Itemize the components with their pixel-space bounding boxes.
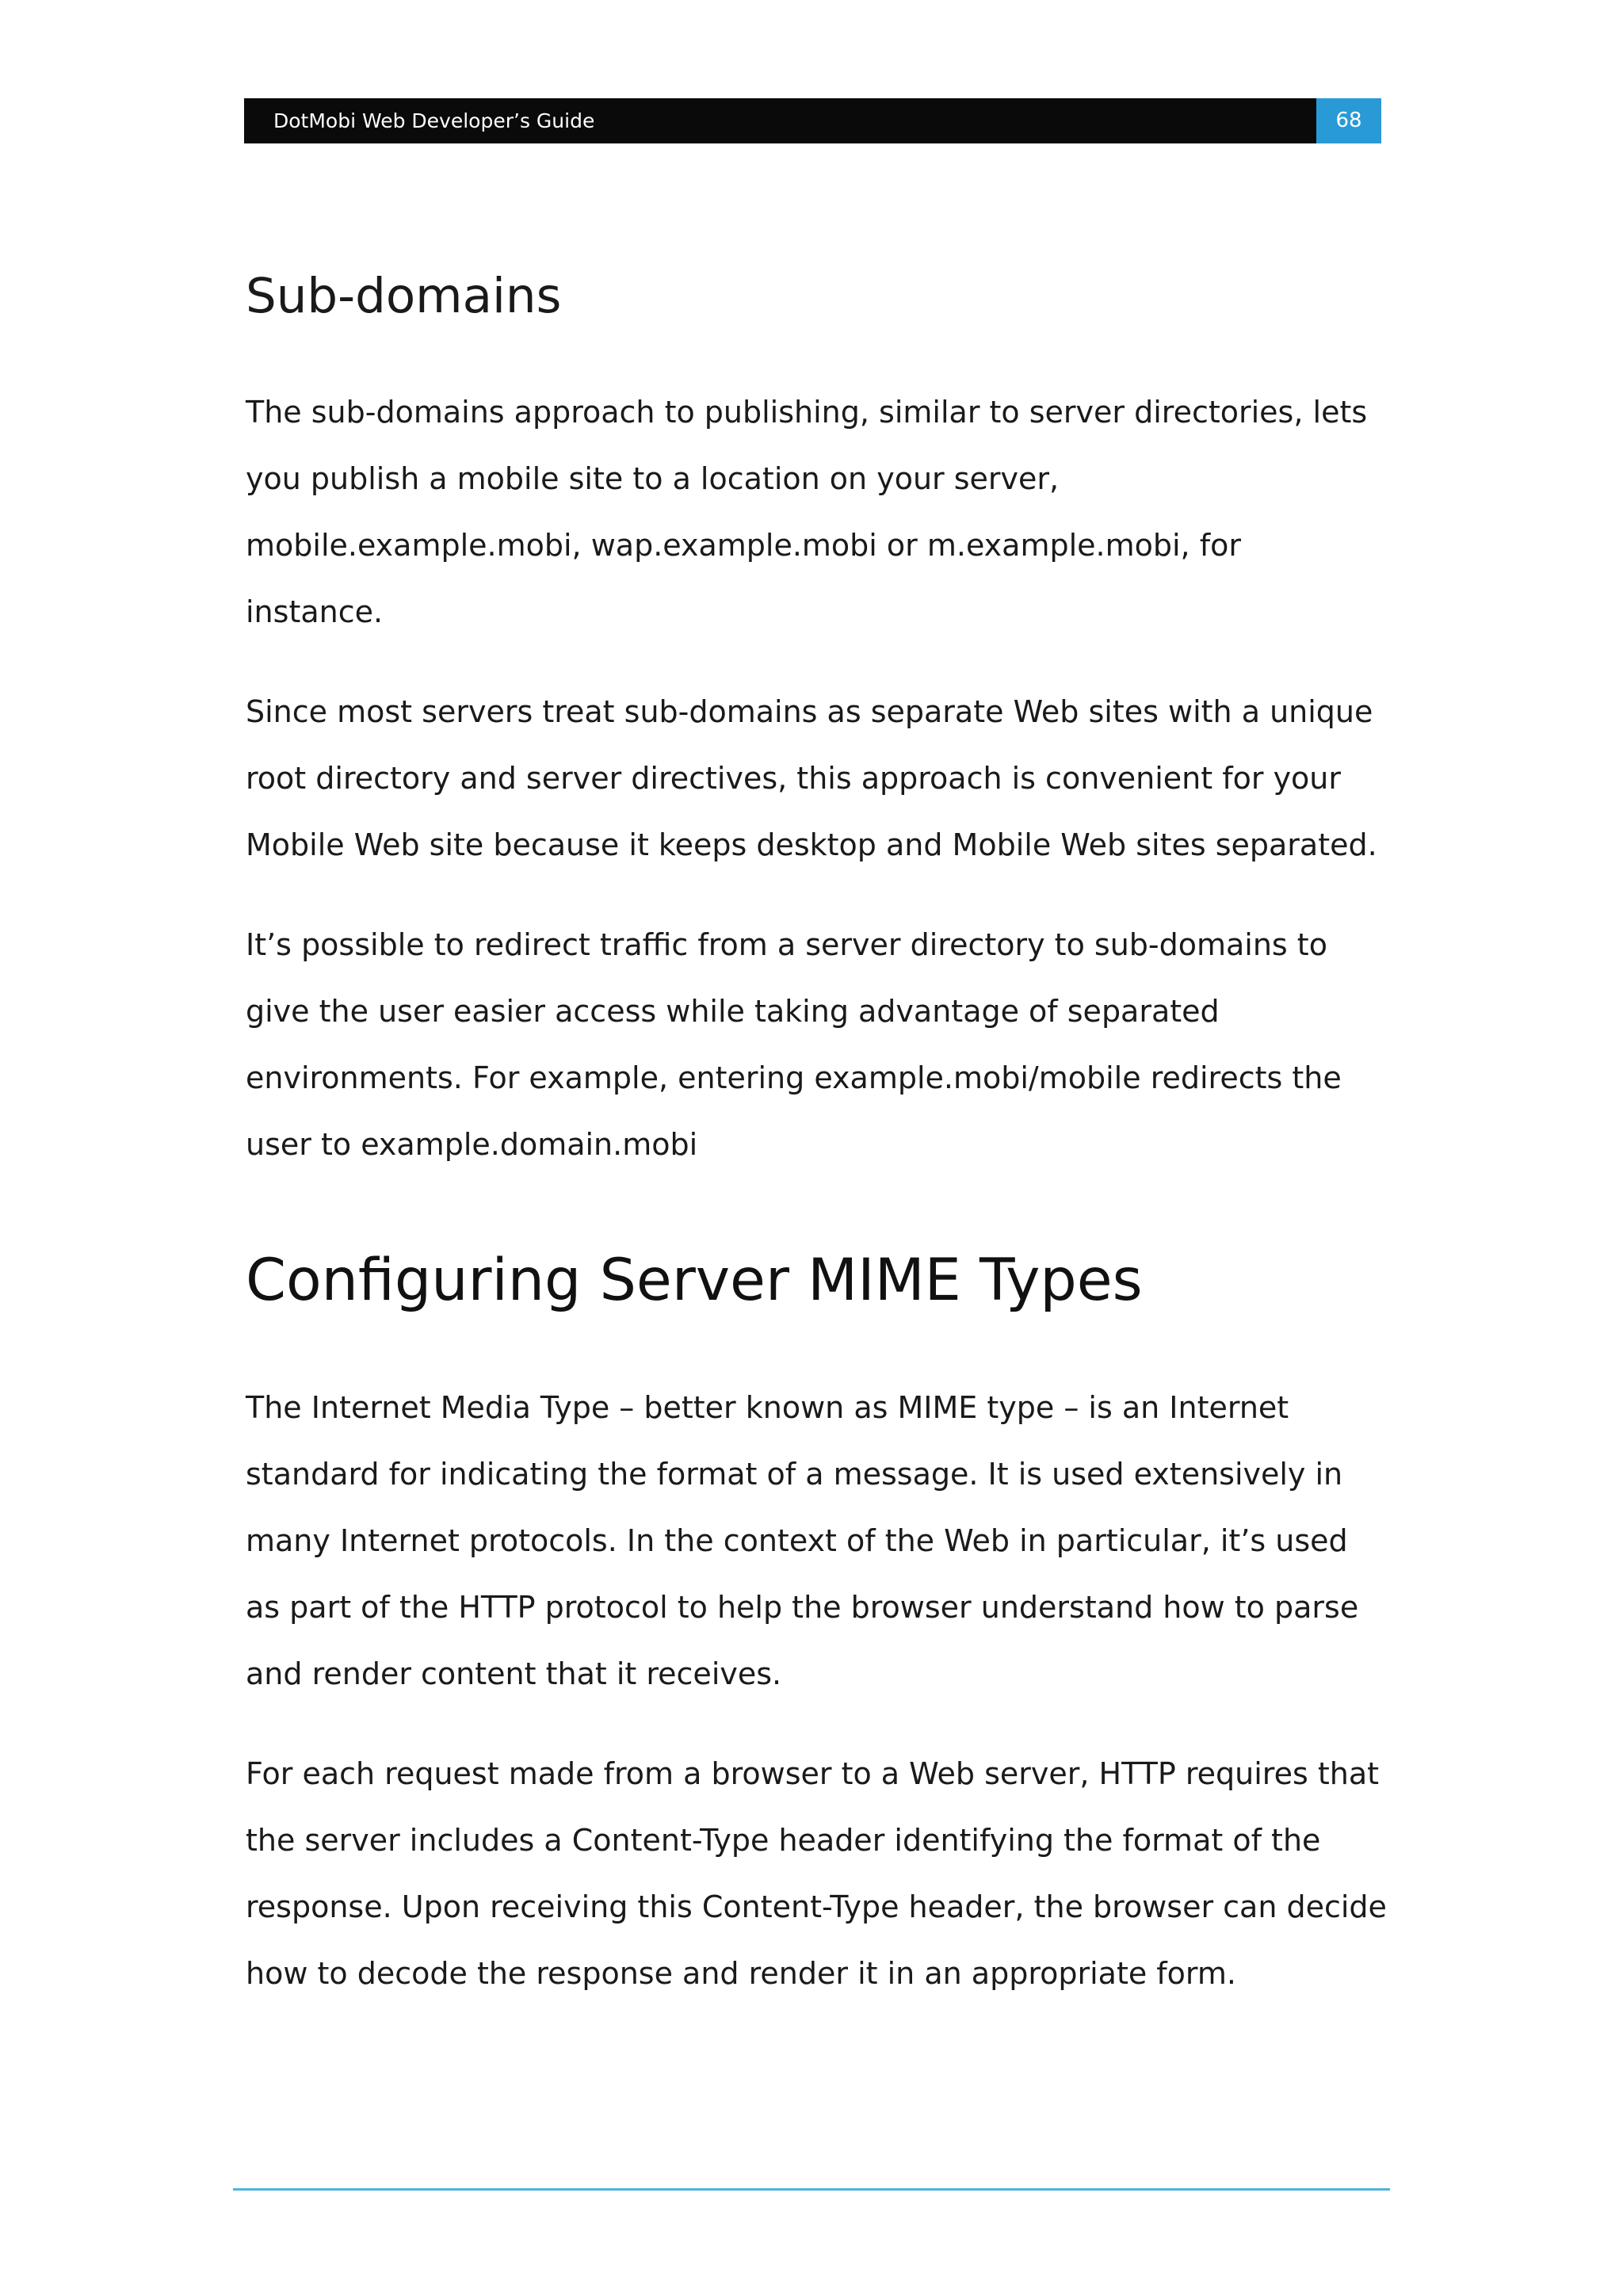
header-title: DotMobi Web Developer’s Guide xyxy=(273,109,595,132)
page-content xyxy=(246,263,1387,2040)
page-header xyxy=(244,98,1381,143)
section-heading: Sub-domains xyxy=(246,268,562,324)
paragraph: The sub-domains approach to publishing, similar to server directories, lets you publish a mobile site to a location on your server, mobile.example.mobi, wap.example.mobi or m.example.mobi, for instance. xyxy=(246,395,1368,629)
paragraph: It’s possible to redirect traffic from a server directory to sub-domains to give the user easier access while taking advantage of separated environments. For example, entering example.mobi/mobile redirects the user to example.domain.mobi xyxy=(246,927,1342,1162)
paragraph: The Internet Media Type – better known as MIME type – is an Internet standard for indicating the format of a message. It is used extensively in many Internet protocols. In the context of the Web in particular, it’s used as part of the HTTP protocol to help the browser understand how to parse and render content that it receives. xyxy=(246,1390,1359,1691)
page-number: 68 xyxy=(1316,98,1381,143)
paragraph: Since most servers treat sub-domains as separate Web sites with a unique root directory and server directives, this approach is convenient for your Mobile Web site because it keeps desktop and Mobile Web sites separated. xyxy=(246,694,1377,862)
chapter-heading: Configuring Server MIME Types xyxy=(246,1247,1143,1314)
footer-divider xyxy=(233,2188,1390,2191)
paragraph: For each request made from a browser to a Web server, HTTP requires that the server includes a Content-Type header identifying the format of the response. Upon receiving this Content-Type header, the browser can decide how to decode the response and render it in an appropriate form. xyxy=(246,1756,1387,1991)
